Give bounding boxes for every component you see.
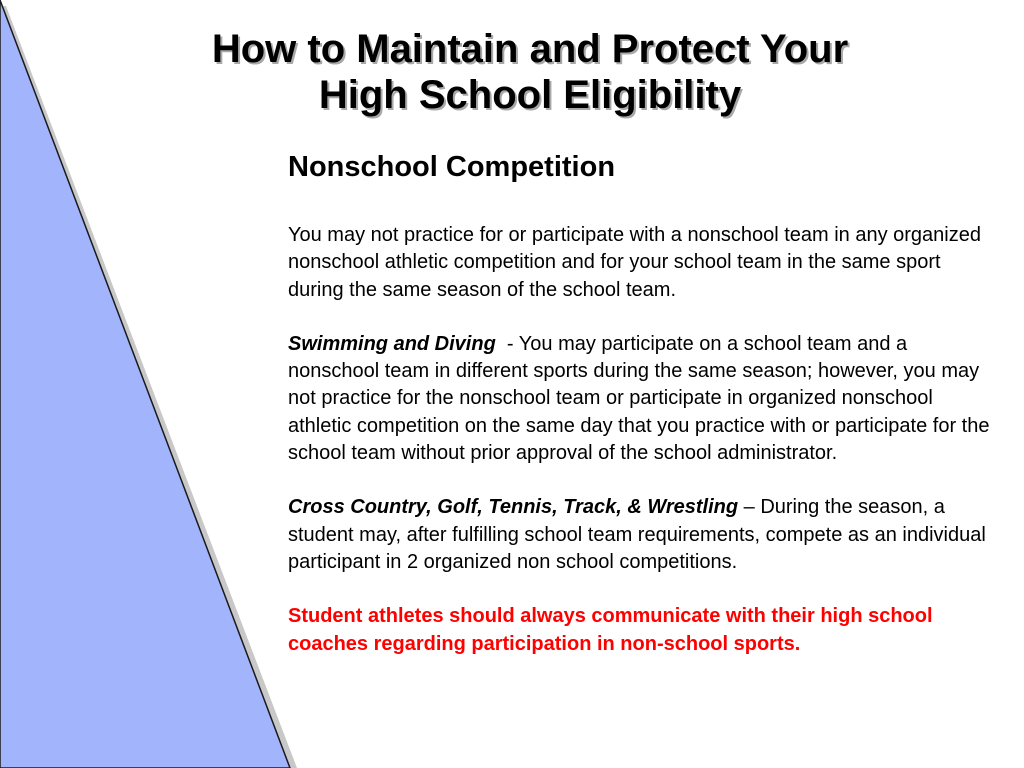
individual-sports-separator: –: [738, 496, 761, 519]
section-subtitle: Nonschool Competition: [288, 151, 616, 183]
swimming-diving-heading: Swimming and Diving: [288, 332, 496, 355]
swimming-diving-body: You may participate on a school team and a nonschool team in different sports during the same season; however, you may not practice for the nonschool team or participate in organized nonschool athletic competition on the same day that you practice with or participate for the school team without prior approval of the school administrator.: [288, 332, 990, 465]
individual-sports-body: During the season, a student may, after fulfilling school team requirements, compete as an individual participant in 2 organized non school competitions.: [288, 496, 986, 573]
slide-title: [140, 26, 920, 118]
individual-sports-heading: Cross Country, Golf, Tennis, Track, & Wrestling: [288, 496, 739, 519]
coach-communication-warning: Student athletes should always communicate with their high school coaches regarding participation in non-school sports.: [288, 605, 933, 655]
slide-content: [288, 150, 998, 685]
slide-title-line-1: How to Maintain and Protect Your: [211, 27, 849, 71]
swimming-diving-paragraph: [288, 331, 998, 467]
individual-sports-paragraph: [288, 494, 998, 576]
general-rule-paragraph: You may not practice for or participate with a nonschool team in any organized nonschool athletic competition and for your school team in the same sport during the same season of the school team.: [288, 224, 981, 301]
slide-title-line-2: High School Eligibility: [318, 73, 742, 117]
swimming-diving-separator: -: [495, 332, 519, 355]
